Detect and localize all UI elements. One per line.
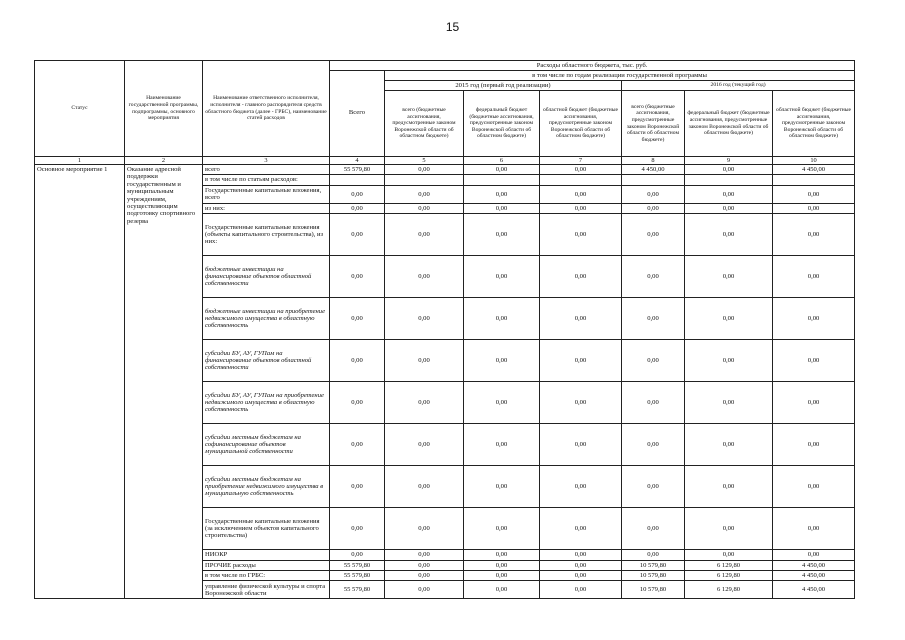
column-number: 8 [622,157,685,165]
header-year-2016: 2016 год (текущий год) [622,81,855,91]
row-label: Государственные капитальные вложения (за исключением объектов капитального строительства) [203,508,330,550]
row-2016-regional: 0,00 [773,256,855,298]
row-2015-federal: 0,00 [464,424,540,466]
row-2015-federal: 0,00 [464,185,540,203]
row-total: 0,00 [330,508,385,550]
row-2016-total: 0,00 [622,203,685,213]
row-2015-total: 0,00 [385,571,464,581]
row-2015-total: 0,00 [385,581,464,599]
row-2016-regional: 4 450,00 [773,571,855,581]
header-2015-regional: областной бюджет (бюджетные ассигнования, предусмотренные законом Воронежской области об областном бюджете) [540,91,622,157]
header-2016-regional: областной бюджет (бюджетные ассигнования, предусмотренные законом Воронежской области об областном бюджете) [773,91,855,157]
row-2015-regional: 0,00 [540,214,622,256]
row-label: субсидии БУ, АУ, ГУПам на финансирование объектов областной собственности [203,340,330,382]
row-total: 0,00 [330,256,385,298]
row-2016-total: 0,00 [622,466,685,508]
row-2015-regional: 0,00 [540,560,622,570]
column-number: 2 [125,157,203,165]
row-2015-total: 0,00 [385,214,464,256]
row-label: ПРОЧИЕ расходы [203,560,330,570]
row-2016-total: 4 450,00 [622,165,685,175]
row-total: 0,00 [330,550,385,560]
row-2015-regional: 0,00 [540,550,622,560]
row-total: 55 579,80 [330,560,385,570]
row-2016-total: 10 579,80 [622,581,685,599]
row-2015-total: 0,00 [385,550,464,560]
row-2015-federal: 0,00 [464,571,540,581]
row-2016-federal: 0,00 [685,466,773,508]
row-2015-total: 0,00 [385,508,464,550]
row-2015-regional [540,175,622,185]
row-2016-federal: 0,00 [685,508,773,550]
row-label: управление физической культуры и спорта Воронежской области [203,581,330,599]
row-2015-regional: 0,00 [540,466,622,508]
row-2016-regional: 0,00 [773,508,855,550]
row-total [330,175,385,185]
row-2015-regional: 0,00 [540,424,622,466]
row-2016-federal: 0,00 [685,298,773,340]
row-2016-total: 10 579,80 [622,560,685,570]
row-label: из них: [203,203,330,213]
row-2016-federal: 0,00 [685,382,773,424]
row-label: бюджетные инвестиции на финансирование объектов областной собственности [203,256,330,298]
header-by-years: в том числе по годам реализации государственной программы [385,71,855,81]
row-total: 0,00 [330,185,385,203]
row-label: в том числе по статьям расходов: [203,175,330,185]
row-total: 0,00 [330,466,385,508]
row-2015-regional: 0,00 [540,382,622,424]
row-label: субсидии местным бюджетам на приобретение недвижимого имущества в муниципальную собственность [203,466,330,508]
row-2015-regional: 0,00 [540,298,622,340]
row-2015-federal: 0,00 [464,508,540,550]
row-total: 0,00 [330,382,385,424]
row-2016-total: 0,00 [622,185,685,203]
budget-table-wrapper [34,60,854,599]
row-total: 0,00 [330,340,385,382]
header-2016-total: всего (бюджетные ассигнования, предусмотренные законом Воронежской области об областном бюджете) [622,91,685,157]
row-total: 0,00 [330,203,385,213]
column-number: 3 [203,157,330,165]
header-status: Статус [35,61,125,157]
row-2016-regional: 0,00 [773,550,855,560]
row-2015-federal: 0,00 [464,256,540,298]
row-2015-total: 0,00 [385,256,464,298]
row-2015-federal: 0,00 [464,382,540,424]
page-number: 15 [445,20,460,34]
row-2015-regional: 0,00 [540,256,622,298]
header-expenses: Расходы областного бюджета, тыс. руб. [330,61,855,71]
row-2015-regional: 0,00 [540,508,622,550]
row-2015-federal: 0,00 [464,214,540,256]
row-2016-regional: 0,00 [773,214,855,256]
row-total: 55 579,80 [330,571,385,581]
row-label: субсидии местным бюджетам на софинансирование объектов муниципальной собственности [203,424,330,466]
row-label: субсидии БУ, АУ, ГУПам на приобретение недвижимого имущества в областную собственность [203,382,330,424]
row-label: НИОКР [203,550,330,560]
column-number: 1 [35,157,125,165]
row-2015-regional: 0,00 [540,203,622,213]
header-year-2015: 2015 год (первый год реализации) [385,81,622,91]
row-2015-total: 0,00 [385,298,464,340]
budget-expenses-table [34,60,855,599]
row-2016-total: 10 579,80 [622,571,685,581]
row-2015-regional: 0,00 [540,165,622,175]
row-2015-total: 0,00 [385,424,464,466]
row-2015-federal [464,175,540,185]
row-2015-federal: 0,00 [464,466,540,508]
row-2015-total: 0,00 [385,340,464,382]
row-2015-total: 0,00 [385,203,464,213]
row-2016-federal: 0,00 [685,424,773,466]
row-2015-federal: 0,00 [464,165,540,175]
table-row [35,165,855,175]
row-2016-federal: 0,00 [685,203,773,213]
row-2015-regional: 0,00 [540,571,622,581]
header-2015-federal: федеральный бюджет (бюджетные ассигнования, предусмотренные законом Воронежской области об областном бюджете) [464,91,540,157]
row-2016-federal: 0,00 [685,214,773,256]
row-label: Государственные капитальные вложения, всего [203,185,330,203]
column-number: 6 [464,157,540,165]
row-2016-total: 0,00 [622,508,685,550]
row-2015-federal: 0,00 [464,203,540,213]
row-2016-federal [685,175,773,185]
row-total: 0,00 [330,214,385,256]
column-number: 5 [385,157,464,165]
row-2015-regional: 0,00 [540,581,622,599]
row-2016-regional: 0,00 [773,298,855,340]
column-number-row [35,157,855,165]
row-2016-federal: 0,00 [685,340,773,382]
column-number: 10 [773,157,855,165]
row-label: всего [203,165,330,175]
row-2016-federal: 6 129,80 [685,581,773,599]
row-2015-federal: 0,00 [464,340,540,382]
row-2016-total: 0,00 [622,214,685,256]
row-2015-total: 0,00 [385,382,464,424]
row-2016-regional: 0,00 [773,424,855,466]
header-program-name: Наименование государственной программы, подпрограммы, основного мероприятия [125,61,203,157]
row-2015-federal: 0,00 [464,298,540,340]
row-2015-regional: 0,00 [540,185,622,203]
row-2016-federal: 6 129,80 [685,560,773,570]
row-2015-total: 0,00 [385,466,464,508]
row-2016-regional: 0,00 [773,466,855,508]
row-2015-total: 0,00 [385,165,464,175]
row-2015-federal: 0,00 [464,550,540,560]
row-2016-total: 0,00 [622,424,685,466]
row-total: 0,00 [330,424,385,466]
row-2016-regional [773,175,855,185]
row-2015-total: 0,00 [385,185,464,203]
row-total: 55 579,80 [330,581,385,599]
row-2016-regional: 0,00 [773,340,855,382]
row-label: Государственные капитальные вложения (объекты капитального строительства), из них: [203,214,330,256]
row-total: 55 579,80 [330,165,385,175]
row-2015-total [385,175,464,185]
column-number: 7 [540,157,622,165]
row-2016-regional: 0,00 [773,382,855,424]
row-2016-total: 0,00 [622,256,685,298]
row-2016-total: 0,00 [622,298,685,340]
header-total: Всего [330,71,385,157]
row-2015-regional: 0,00 [540,340,622,382]
row-2016-regional: 4 450,00 [773,560,855,570]
row-2016-federal: 0,00 [685,550,773,560]
row-2015-federal: 0,00 [464,581,540,599]
column-number: 4 [330,157,385,165]
row-2016-total: 0,00 [622,382,685,424]
row-2016-regional: 4 450,00 [773,165,855,175]
row-2015-federal: 0,00 [464,560,540,570]
row-2016-federal: 6 129,80 [685,571,773,581]
row-2016-federal: 0,00 [685,256,773,298]
row-2016-federal: 0,00 [685,185,773,203]
program-name-cell: Оказание адресной поддержки государственным и муниципальным учреждениям, осуществляющим подготовку спортивного резерва [125,165,203,599]
row-2016-regional: 0,00 [773,203,855,213]
row-2016-total [622,175,685,185]
row-2016-total: 0,00 [622,550,685,560]
header-executor-name: Наименование ответственного исполнителя, исполнителя - главного распорядителя средств областного бюджета (далее - ГРБС), наименование статей расходов [203,61,330,157]
column-number: 9 [685,157,773,165]
row-total: 0,00 [330,298,385,340]
row-label: в том числе по ГРБС: [203,571,330,581]
row-2016-federal: 0,00 [685,165,773,175]
header-2016-federal: федеральный бюджет (бюджетные ассигнования, предусмотренные законом Воронежской области об областном бюджете) [685,91,773,157]
row-2016-regional: 0,00 [773,185,855,203]
row-2016-regional: 4 450,00 [773,581,855,599]
row-label: бюджетные инвестиции на приобретение недвижимого имущества в областную собственность [203,298,330,340]
status-cell: Основное мероприятие 1 [35,165,125,599]
header-2015-total: всего (бюджетные ассигнования, предусмотренные законом Воронежской области об областном бюджете) [385,91,464,157]
row-2016-total: 0,00 [622,340,685,382]
row-2015-total: 0,00 [385,560,464,570]
